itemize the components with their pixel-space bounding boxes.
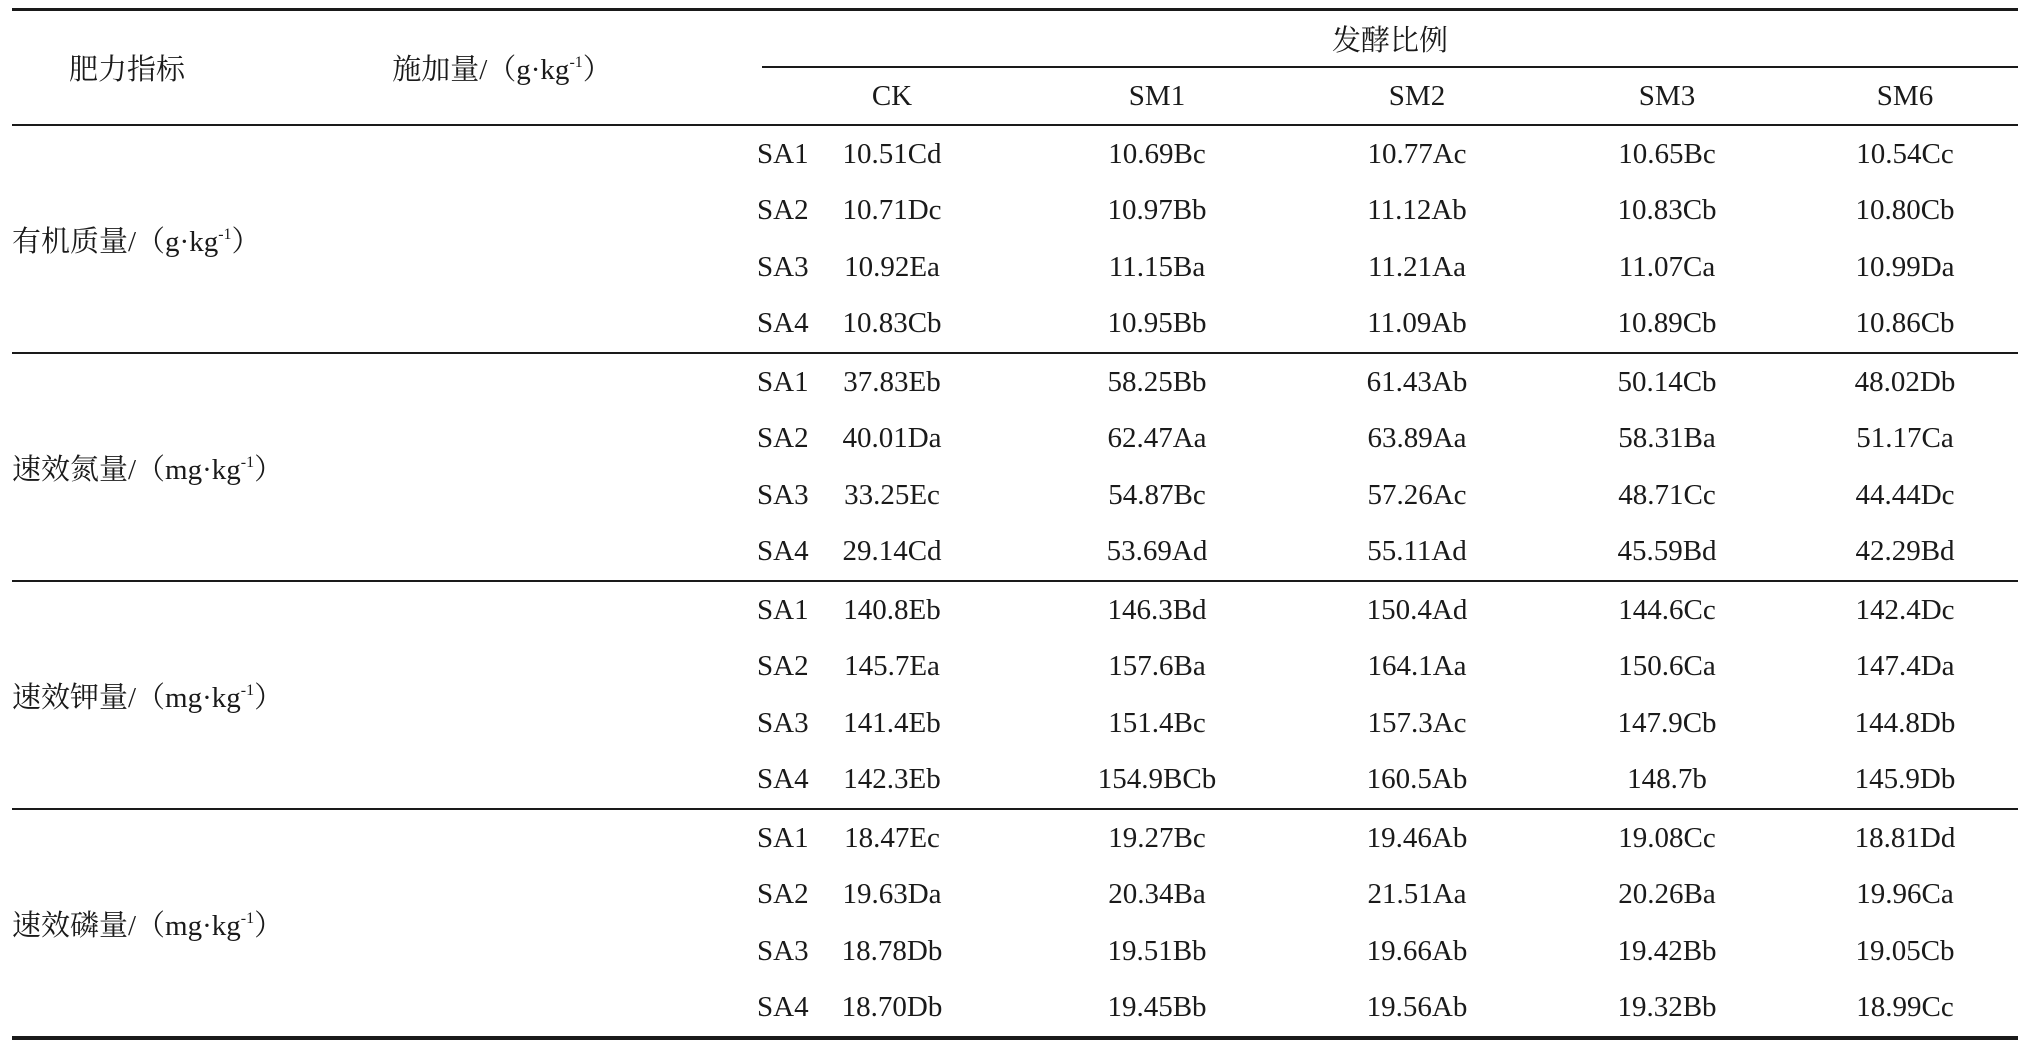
header-amount-suffix: ） [582, 54, 612, 86]
value-cell: 19.56Ab [1292, 980, 1542, 1039]
table-row [12, 353, 2018, 411]
table-row [12, 581, 2018, 639]
value-cell: 10.77Ac [1367, 137, 1467, 170]
value-cell: 63.89Aa [1367, 422, 1467, 455]
indicator-suffix: ） [231, 225, 261, 258]
table-row [12, 867, 2018, 924]
indicator-cell [12, 353, 284, 581]
value-cell: 10.86Cb [1792, 296, 2018, 354]
header-amount-prefix: 施加量/（g·kg [392, 54, 570, 86]
value-cell: 151.4Bc [1108, 706, 1206, 739]
value-cell: 58.31Ba [1618, 422, 1716, 455]
table-header [12, 10, 2018, 126]
value-cell: 154.9BCb [1022, 752, 1292, 810]
value-cell: 11.07Ca [1618, 250, 1716, 283]
header-sub-sm3: SM3 [1542, 67, 1792, 125]
amount-cell: SA4 [242, 296, 762, 354]
value-cell: 20.26Ba [1618, 878, 1716, 911]
header-amount-sup: -1 [569, 54, 583, 71]
indicator-cell [12, 125, 261, 353]
value-cell: 145.9Db [1792, 752, 2018, 810]
indicator-prefix: 速效磷量/（mg·kg [12, 909, 241, 942]
value-cell: 10.83Cb [762, 296, 1022, 354]
value-cell: 10.71Dc [842, 194, 942, 227]
table-row [12, 183, 2018, 240]
amount-cell: SA3 [757, 250, 809, 283]
amount-cell: SA1 [757, 365, 809, 398]
header-sub-sm6: SM6 [1792, 67, 2018, 125]
indicator-prefix: 速效氮量/（mg·kg [12, 453, 241, 486]
table-row [12, 411, 2018, 468]
value-cell: 18.78Db [841, 934, 943, 967]
amount-cell: SA3 [757, 706, 809, 739]
table-row [12, 467, 2018, 524]
header-amount [242, 11, 762, 125]
value-cell: 19.32Bb [1542, 980, 1792, 1039]
value-cell: 140.8Eb [843, 593, 941, 626]
header-group-fermentation: 发酵比例 [762, 11, 2018, 67]
amount-cell: SA1 [757, 137, 809, 170]
value-cell: 37.83Eb [843, 365, 941, 398]
value-cell: 142.3Eb [762, 752, 1022, 810]
table-row [12, 923, 2018, 980]
table-row [12, 809, 2018, 867]
header-indicator: 肥力指标 [12, 11, 242, 125]
value-cell: 29.14Cd [762, 524, 1022, 582]
value-cell: 55.11Ad [1292, 524, 1542, 582]
header-sub-sm2: SM2 [1292, 67, 1542, 125]
value-cell: 10.65Bc [1618, 137, 1716, 170]
value-cell: 18.81Dd [1854, 821, 1956, 854]
value-cell: 18.70Db [762, 980, 1022, 1039]
value-cell: 10.54Cc [1856, 137, 1954, 170]
amount-cell: SA2 [757, 422, 809, 455]
indicator-suffix: ） [254, 681, 284, 714]
value-cell: 147.9Cb [1617, 706, 1717, 739]
value-cell: 62.47Aa [1107, 422, 1207, 455]
value-cell: 146.3Bd [1107, 593, 1207, 626]
amount-cell: SA1 [757, 821, 809, 854]
amount-cell: SA2 [757, 194, 809, 227]
amount-cell: SA2 [757, 878, 809, 911]
amount-cell: SA4 [242, 524, 762, 582]
value-cell: 164.1Aa [1367, 650, 1467, 683]
amount-cell: SA2 [757, 650, 809, 683]
indicator-sup: -1 [218, 225, 232, 243]
fertility-table [12, 8, 2018, 1040]
value-cell: 10.92Ea [844, 250, 940, 283]
value-cell: 53.69Ad [1022, 524, 1292, 582]
value-cell: 18.99Cc [1792, 980, 2018, 1039]
value-cell: 10.80Cb [1855, 194, 1955, 227]
table-row [12, 125, 2018, 183]
value-cell: 157.3Ac [1367, 706, 1467, 739]
header-sub-sm1: SM1 [1022, 67, 1292, 125]
value-cell: 48.71Cc [1618, 478, 1716, 511]
amount-cell: SA3 [757, 934, 809, 967]
value-cell: 18.47Ec [844, 821, 940, 854]
indicator-cell [12, 809, 284, 1038]
value-cell: 33.25Ec [844, 478, 940, 511]
value-cell: 42.29Bd [1792, 524, 2018, 582]
value-cell: 10.95Bb [1022, 296, 1292, 354]
value-cell: 11.15Ba [1108, 250, 1206, 283]
value-cell: 150.6Ca [1618, 650, 1716, 683]
value-cell: 19.66Ab [1366, 934, 1468, 967]
amount-cell: SA1 [757, 593, 809, 626]
value-cell: 19.05Cb [1855, 934, 1955, 967]
value-cell: 19.45Bb [1022, 980, 1292, 1039]
value-cell: 160.5Ab [1292, 752, 1542, 810]
value-cell: 19.96Ca [1856, 878, 1954, 911]
value-cell: 10.97Bb [1107, 194, 1207, 227]
indicator-cell [12, 581, 284, 809]
amount-cell: SA4 [242, 980, 762, 1039]
indicator-label [12, 682, 283, 714]
indicator-sup: -1 [240, 909, 255, 927]
value-cell: 51.17Ca [1856, 422, 1954, 455]
value-cell: 147.4Da [1855, 650, 1955, 683]
value-cell: 11.21Aa [1368, 250, 1466, 283]
indicator-suffix: ） [254, 909, 284, 942]
header-row-1 [12, 11, 2018, 67]
indicator-sup: -1 [240, 681, 255, 699]
value-cell: 19.27Bc [1108, 821, 1206, 854]
header-sub-ck: CK [762, 67, 1022, 125]
value-cell: 19.42Bb [1617, 934, 1717, 967]
indicator-sup: -1 [240, 453, 255, 471]
indicator-prefix: 有机质量/（g·kg [12, 225, 219, 258]
table-row [12, 639, 2018, 696]
indicator-label [12, 910, 283, 942]
value-cell: 48.02Db [1854, 365, 1956, 398]
table-row [12, 296, 2018, 354]
value-cell: 10.89Cb [1542, 296, 1792, 354]
indicator-label [12, 226, 261, 258]
value-cell: 10.69Bc [1108, 137, 1206, 170]
table-row [12, 524, 2018, 582]
value-cell: 141.4Eb [843, 706, 941, 739]
value-cell: 50.14Cb [1617, 365, 1717, 398]
value-cell: 11.09Ab [1292, 296, 1542, 354]
value-cell: 21.51Aa [1367, 878, 1467, 911]
table-row [12, 980, 2018, 1039]
value-cell: 150.4Ad [1366, 593, 1468, 626]
amount-cell: SA3 [757, 478, 809, 511]
value-cell: 58.25Bb [1107, 365, 1207, 398]
indicator-prefix: 速效钾量/（mg·kg [12, 681, 241, 714]
value-cell: 19.51Bb [1107, 934, 1207, 967]
table-body [12, 125, 2018, 1038]
value-cell: 45.59Bd [1542, 524, 1792, 582]
value-cell: 144.6Cc [1618, 593, 1716, 626]
value-cell: 10.83Cb [1617, 194, 1717, 227]
table-row [12, 752, 2018, 810]
value-cell: 157.6Ba [1108, 650, 1206, 683]
indicator-suffix: ） [254, 453, 284, 486]
value-cell: 20.34Ba [1108, 878, 1206, 911]
value-cell: 142.4Dc [1855, 593, 1955, 626]
value-cell: 10.51Cd [842, 137, 942, 170]
value-cell: 11.12Ab [1367, 194, 1467, 227]
indicator-label [12, 454, 283, 486]
value-cell: 19.46Ab [1366, 821, 1468, 854]
value-cell: 54.87Bc [1108, 478, 1206, 511]
value-cell: 44.44Dc [1855, 478, 1955, 511]
value-cell: 57.26Ac [1367, 478, 1467, 511]
amount-cell: SA4 [242, 752, 762, 810]
table-row [12, 695, 2018, 752]
value-cell: 40.01Da [842, 422, 942, 455]
value-cell: 148.7b [1542, 752, 1792, 810]
data-table-container [12, 8, 2018, 1040]
value-cell: 19.08Cc [1618, 821, 1716, 854]
value-cell: 145.7Ea [844, 650, 940, 683]
value-cell: 10.99Da [1855, 250, 1955, 283]
table-row [12, 239, 2018, 296]
value-cell: 144.8Db [1854, 706, 1956, 739]
value-cell: 61.43Ab [1366, 365, 1468, 398]
value-cell: 19.63Da [842, 878, 942, 911]
